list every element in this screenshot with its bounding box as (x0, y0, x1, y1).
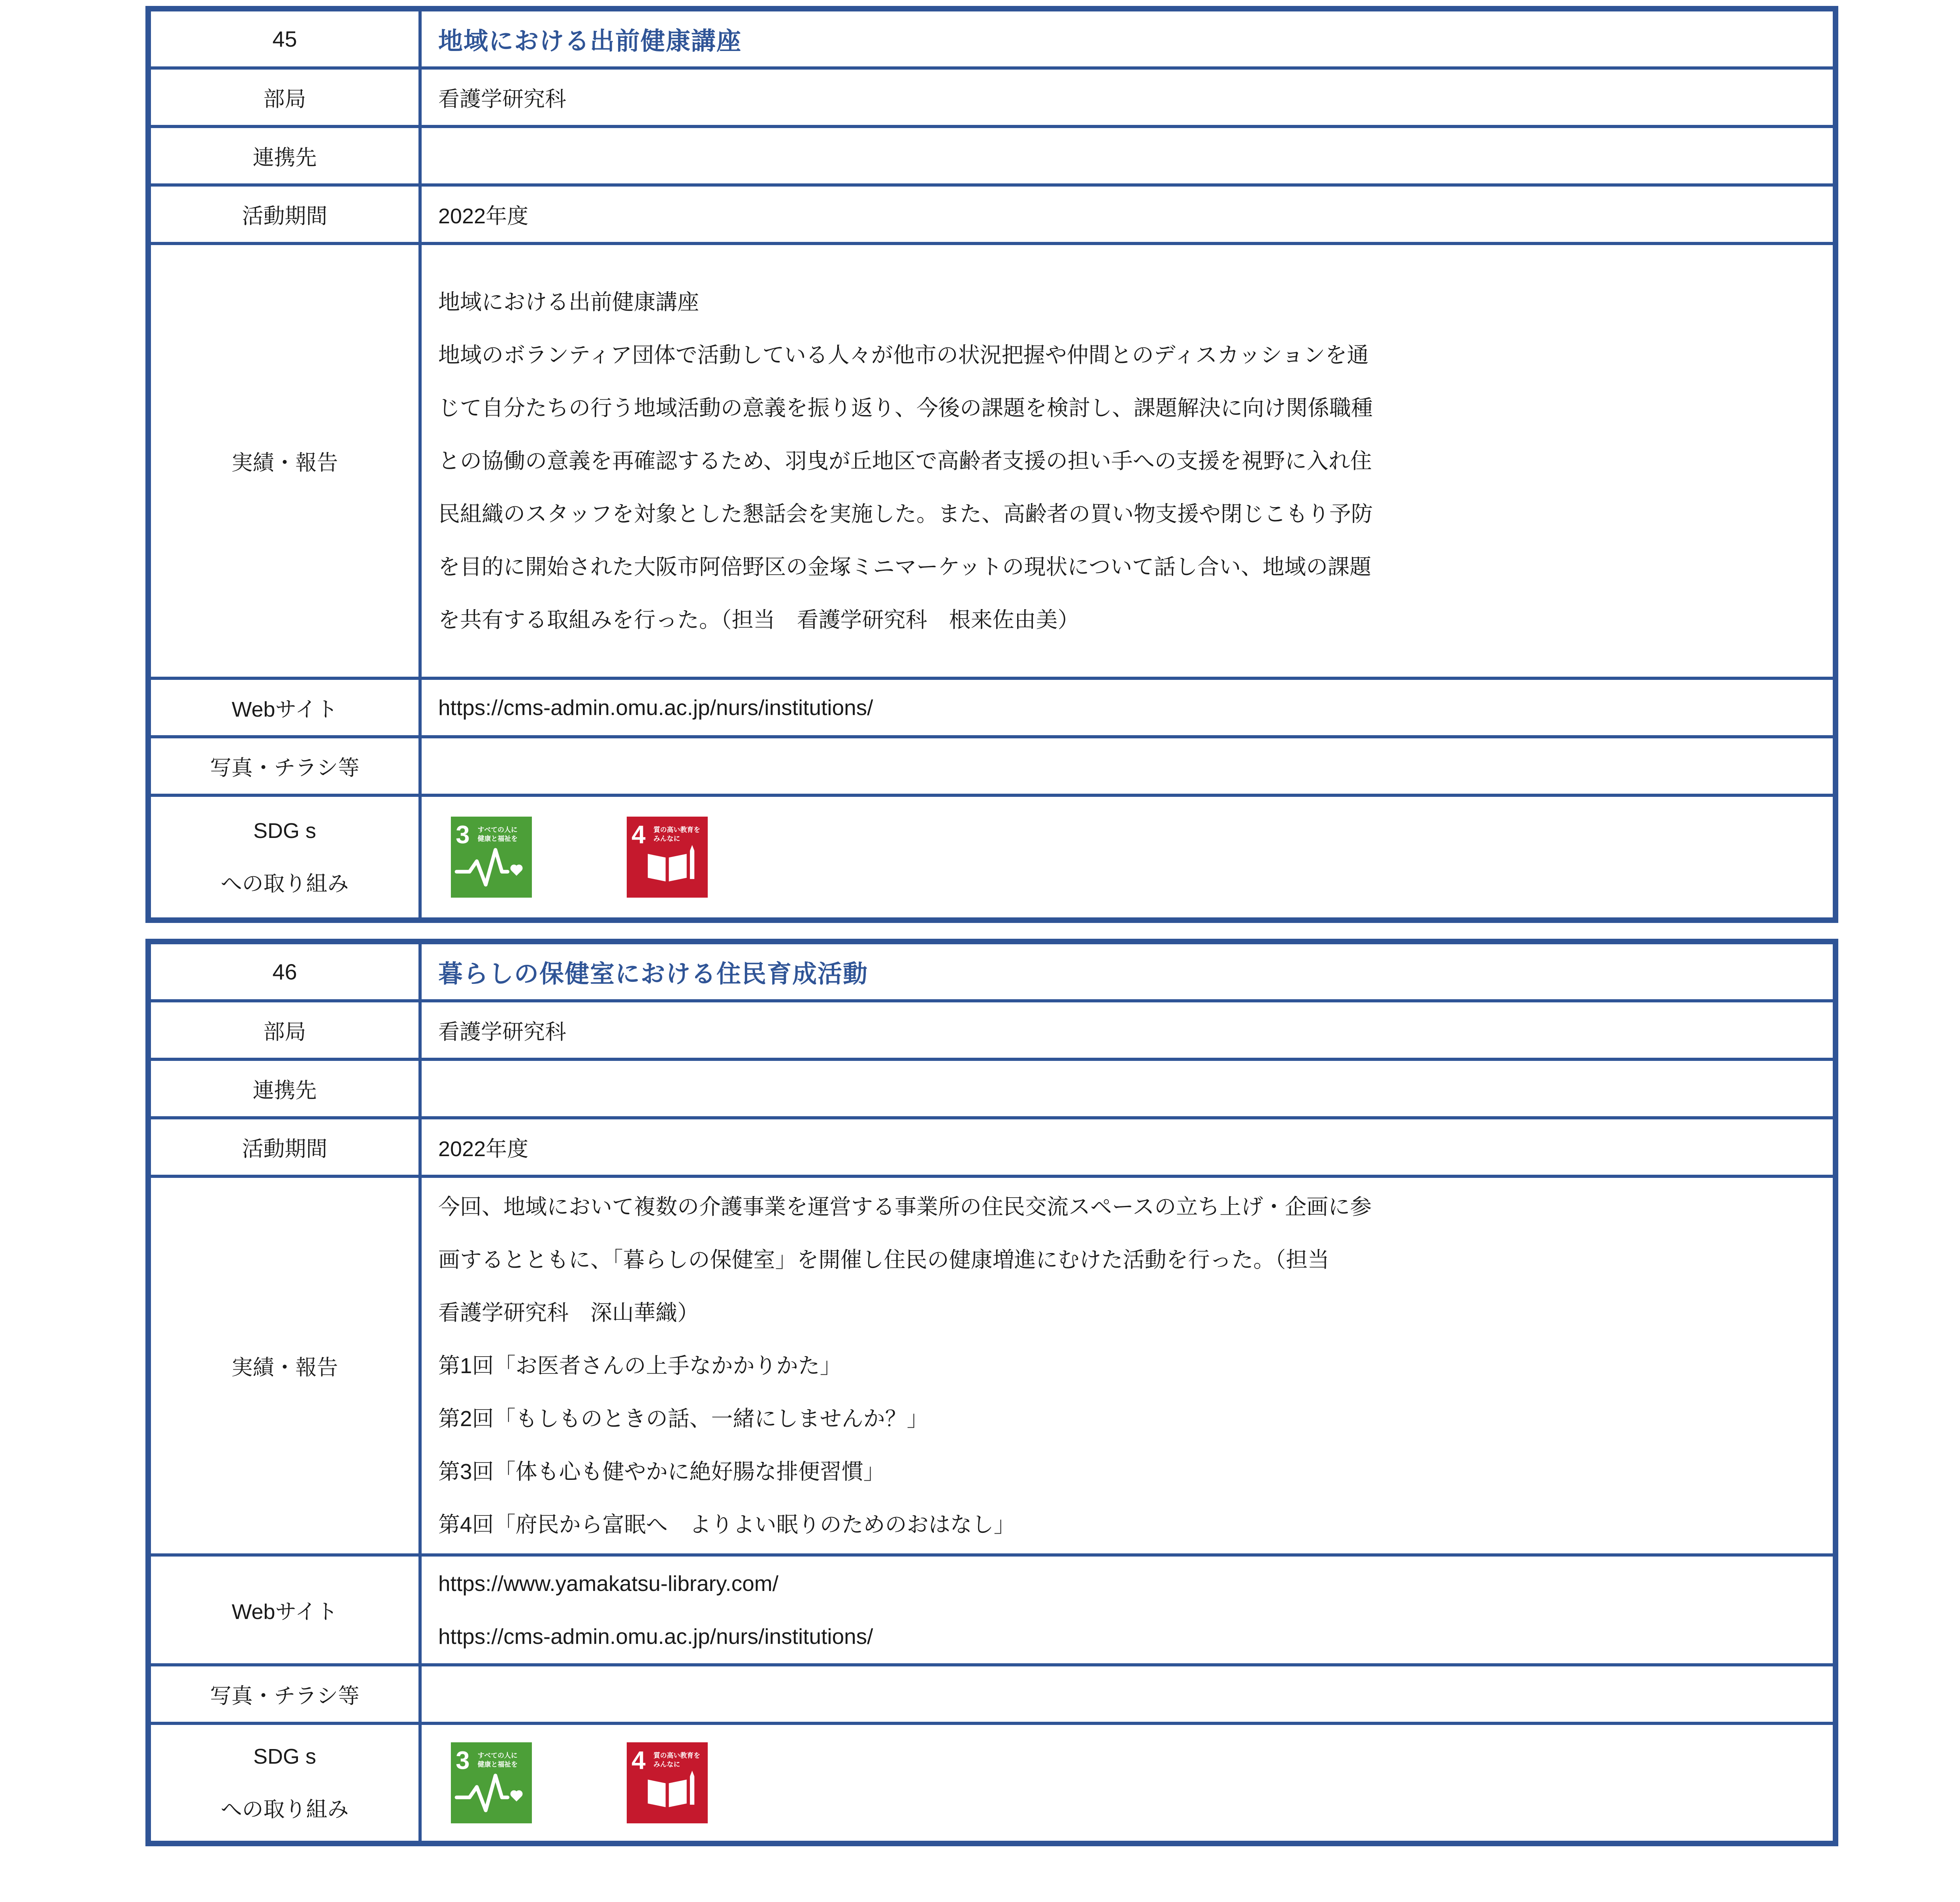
value-report (420, 243, 1836, 678)
value-sdgs (420, 795, 1836, 920)
svg-text:すべての人に: すべての人に (477, 826, 518, 834)
website-link[interactable]: https://cms-admin.omu.ac.jp/nurs/institutions/ (438, 695, 873, 720)
table-row (148, 126, 1836, 185)
value-website (420, 1555, 1836, 1665)
sdg4-quality-education-icon (627, 1742, 708, 1823)
book-right-page (669, 1779, 687, 1807)
sdg3-good-health-icon (451, 817, 532, 898)
table-row (148, 1555, 1836, 1665)
website-link[interactable]: https://www.yamakatsu-library.com/ (438, 1571, 778, 1596)
project-table-46 (145, 939, 1838, 1846)
label-report: 実績・報告 (148, 243, 420, 678)
value-department: 看護学研究科 (420, 68, 1836, 126)
value-department: 看護学研究科 (420, 1001, 1836, 1059)
table-row (148, 9, 1836, 68)
report-line: との協働の意義を再確認するため、羽曳が丘地区で高齢者支援の担い手への支援を視野に入れ住 (438, 449, 1372, 473)
svg-text:4: 4 (631, 821, 646, 849)
svg-text:みんなに: みんなに (653, 835, 680, 843)
label-partner: 連携先 (148, 1059, 420, 1118)
value-period: 2022年度 (420, 185, 1836, 243)
label-sdgs (148, 1723, 420, 1844)
svg-text:すべての人に: すべての人に (477, 1751, 518, 1759)
report-line: 第4回「府民から富眠へ よりよい眠りのためのおはなし」 (438, 1512, 1016, 1537)
table-row (148, 185, 1836, 243)
report-line: 民組織のスタッフを対象とした懇話会を実施した。また、高齢者の買い物支援や閉じこもり予防 (438, 502, 1373, 526)
svg-text:質の高い教育を: 質の高い教育を (653, 1751, 701, 1759)
label-partner: 連携先 (148, 126, 420, 185)
value-report (420, 1176, 1836, 1555)
table-row (148, 243, 1836, 678)
value-photos (420, 737, 1836, 795)
report-line: 第1回「お医者さんの上手なかかりかた」 (438, 1353, 842, 1378)
sdg-icon-strip (451, 1742, 1821, 1823)
project-number: 46 (148, 942, 420, 1001)
report-line: を共有する取組みを行った。（担当 看護学研究科 根来佐由美） (438, 608, 1080, 632)
project-number: 45 (148, 9, 420, 68)
project-title: 地域における出前健康講座 (420, 9, 1836, 68)
label-sdgs (148, 795, 420, 920)
website-link[interactable]: https://cms-admin.omu.ac.jp/nurs/institutions/ (438, 1624, 873, 1649)
svg-text:健康と福祉を: 健康と福祉を (477, 835, 518, 843)
label-department: 部局 (148, 68, 420, 126)
svg-text:3: 3 (456, 1746, 470, 1775)
pencil-body (690, 851, 694, 879)
svg-text:健康と福祉を: 健康と福祉を (477, 1760, 518, 1768)
table-row (148, 1723, 1836, 1844)
label-website: Webサイト (148, 1555, 420, 1665)
table-row (148, 678, 1836, 737)
report-line: じて自分たちの行う地域活動の意義を振り返り、今後の課題を検討し、課題解決に向け関係職種 (438, 396, 1373, 420)
report-line: 看護学研究科 深山華織） (438, 1300, 699, 1325)
table-row (148, 942, 1836, 1001)
svg-text:みんなに: みんなに (653, 1760, 680, 1768)
report-line: 第3回「体も心も健やかに絶好腸な排便習慣」 (438, 1459, 885, 1484)
book-left-page (648, 1779, 665, 1807)
label-website: Webサイト (148, 678, 420, 737)
table-row (148, 68, 1836, 126)
table-row (148, 1118, 1836, 1176)
value-website (420, 678, 1836, 737)
book-left-page (648, 854, 665, 881)
table-row (148, 1665, 1836, 1723)
sdg-icon-strip (451, 817, 1821, 898)
label-department: 部局 (148, 1001, 420, 1059)
value-partner (420, 1059, 1836, 1118)
label-sdgs-line2: への取り組み (220, 1797, 349, 1821)
label-sdgs-line1: SDG s (253, 1744, 317, 1768)
table-row (148, 795, 1836, 920)
label-photos: 写真・チラシ等 (148, 1665, 420, 1723)
value-photos (420, 1665, 1836, 1723)
project-title: 暮らしの保健室における住民育成活動 (420, 942, 1836, 1001)
report-line: 今回、地域において複数の介護事業を運営する事業所の住民交流スペースの立ち上げ・企画に参 (438, 1194, 1372, 1219)
label-period: 活動期間 (148, 1118, 420, 1176)
label-report: 実績・報告 (148, 1176, 420, 1555)
report-line: 第2回「もしものときの話、一緒にしませんか？」 (438, 1406, 929, 1431)
sdg4-quality-education-icon (627, 817, 708, 898)
table-row (148, 1001, 1836, 1059)
report-line: 地域のボランティア団体で活動している人々が他市の状況把握や仲間とのディスカッションを通 (438, 343, 1369, 367)
table-row (148, 1059, 1836, 1118)
pencil-body (690, 1776, 694, 1805)
value-sdgs (420, 1723, 1836, 1844)
svg-text:質の高い教育を: 質の高い教育を (653, 826, 701, 834)
value-period: 2022年度 (420, 1118, 1836, 1176)
label-photos: 写真・チラシ等 (148, 737, 420, 795)
svg-text:3: 3 (456, 821, 470, 849)
report-line: を目的に開始された大阪市阿倍野区の金塚ミニマーケットの現状について話し合い、地域の課題 (438, 555, 1372, 579)
label-sdgs-line1: SDG s (253, 819, 317, 843)
report-line: 地域における出前健康講座 (438, 290, 699, 314)
label-period: 活動期間 (148, 185, 420, 243)
label-sdgs-line2: への取り組み (220, 872, 349, 896)
book-right-page (669, 854, 687, 881)
project-table-45 (145, 6, 1838, 923)
table-row (148, 737, 1836, 795)
report-line: 画するとともに、「暮らしの保健室」を開催し住民の健康増進にむけた活動を行った。（担当 (438, 1247, 1330, 1272)
sdg3-good-health-icon (451, 1742, 532, 1823)
value-partner (420, 126, 1836, 185)
svg-text:4: 4 (631, 1746, 646, 1775)
table-row (148, 1176, 1836, 1555)
